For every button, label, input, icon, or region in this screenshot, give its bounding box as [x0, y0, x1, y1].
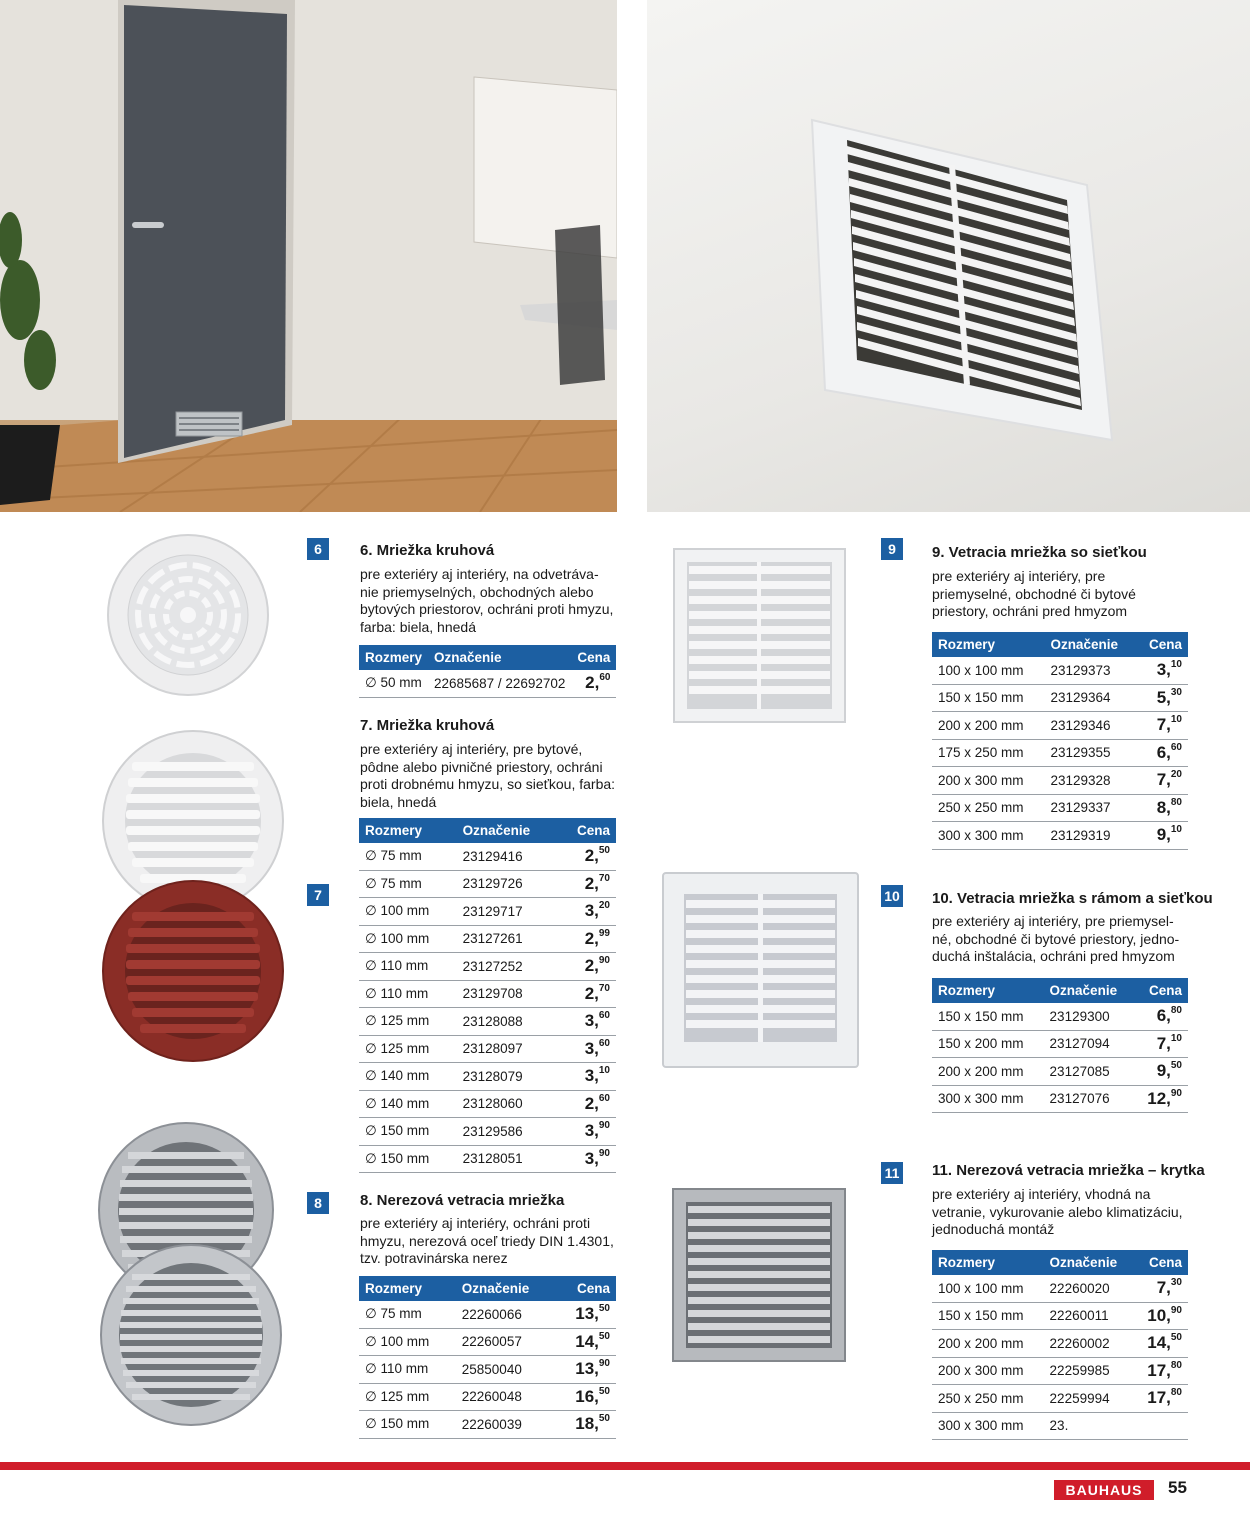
table-row [932, 794, 1188, 822]
price-main: 3, [584, 1011, 599, 1031]
price-cell [558, 1035, 616, 1063]
code-cell: 22260002 [1044, 1330, 1135, 1358]
price-main: 10, [1147, 1305, 1171, 1325]
product-number-badge: 6 [307, 538, 329, 560]
price-main: 14, [575, 1331, 599, 1351]
footer-divider [0, 1462, 1250, 1470]
price-cents: 50 [598, 1413, 610, 1425]
price-main: 7, [1156, 770, 1171, 790]
code-cell: 23129337 [1044, 794, 1136, 822]
code-cell: 23129416 [457, 843, 559, 870]
table-row [359, 1356, 616, 1384]
price-cell [558, 843, 616, 870]
price-cents: 90 [598, 955, 610, 967]
size-cell: 200 x 300 mm [932, 767, 1044, 795]
table-row [359, 1118, 616, 1146]
price-cell [557, 1301, 616, 1328]
price-cents: 80 [1170, 1387, 1182, 1399]
price-main: 13, [575, 1304, 599, 1324]
code-cell: 22685687 / 22692702 [428, 670, 571, 697]
price-cents: 90 [598, 1120, 610, 1132]
code-cell: 23. [1044, 1412, 1135, 1440]
table-row [359, 1383, 616, 1411]
price-cents: 60 [1170, 741, 1182, 753]
code-cell: 23128088 [457, 1008, 559, 1036]
table-row [932, 822, 1188, 850]
price-cell [558, 1063, 616, 1091]
price-cents: 90 [1170, 1087, 1182, 1099]
table-row [932, 1385, 1188, 1413]
brand-logo: BAUHAUS [1054, 1480, 1154, 1500]
price-cell [558, 953, 616, 981]
code-cell: 23129708 [457, 980, 559, 1008]
price-cell [1136, 739, 1188, 767]
price-main: 17, [1147, 1388, 1171, 1408]
table-row [359, 1063, 616, 1091]
table-row [932, 1003, 1188, 1030]
price-main: 7, [1156, 1278, 1171, 1298]
price-cents: 20 [598, 900, 610, 912]
size-cell: 300 x 300 mm [932, 1412, 1044, 1440]
size-cell: ∅ 100 mm [359, 898, 457, 926]
code-cell: 22260020 [1044, 1275, 1135, 1302]
price-cell [1135, 1302, 1189, 1330]
price-cell [557, 1328, 616, 1356]
code-cell: 23127076 [1044, 1085, 1135, 1113]
table-row [359, 843, 616, 870]
size-cell: ∅ 100 mm [359, 925, 457, 953]
size-cell: 300 x 300 mm [932, 822, 1044, 850]
price-main: 16, [575, 1386, 599, 1406]
code-cell: 23129726 [457, 870, 559, 898]
code-cell: 23129328 [1044, 767, 1136, 795]
price-cell [1136, 684, 1188, 712]
price-cents: 10 [1170, 659, 1182, 671]
size-cell: ∅ 75 mm [359, 870, 457, 898]
price-main: 3, [1156, 660, 1171, 680]
price-main: 9, [1156, 825, 1171, 845]
price-table: Rozmery Označenie Cena 100 x 100 mm 23129373 3,10 150 x 150 mm 23129364 5,30 200 x 200 mm 23129346 7,10 175 x 250 mm 23129355 6,60 200 x 300 mm 23129328 7,20 250 x 250 mm 23129337 8,80 300 x 300 mm 23129319 9,10 [932, 632, 1188, 850]
price-main: 3, [584, 1038, 599, 1058]
price-main: 12, [1147, 1088, 1171, 1108]
price-main: 13, [575, 1359, 599, 1379]
price-cents: 10 [1170, 1032, 1182, 1044]
size-cell: ∅ 75 mm [359, 843, 457, 870]
table-row [932, 684, 1188, 712]
price-cell [558, 925, 616, 953]
product-number-badge: 7 [307, 884, 329, 906]
price-main: 8, [1156, 797, 1171, 817]
price-cents: 80 [1170, 796, 1182, 808]
size-cell: ∅ 140 mm [359, 1063, 457, 1091]
price-cell [558, 980, 616, 1008]
size-cell: ∅ 150 mm [359, 1118, 457, 1146]
table-row [932, 767, 1188, 795]
table-row [359, 953, 616, 981]
price-cents: 60 [599, 672, 611, 684]
code-cell: 22260048 [456, 1383, 557, 1411]
code-cell: 23127085 [1044, 1058, 1135, 1086]
code-cell: 23129586 [457, 1118, 559, 1146]
size-cell: ∅ 75 mm [359, 1301, 456, 1328]
price-cell [1135, 1003, 1189, 1030]
code-cell: 23129300 [1044, 1003, 1135, 1030]
table-row [359, 1328, 616, 1356]
price-cents: 50 [598, 1385, 610, 1397]
product-description: pre exteriéry aj interiéry, pre bytové, pôdne alebo pivničné priestory, ochráni proti drobnému hmyzu, so sieťkou, farba: biela, hnedá [360, 741, 616, 810]
table-row [932, 1357, 1188, 1385]
code-cell: 23129717 [457, 898, 559, 926]
price-cents: 50 [598, 1330, 610, 1342]
price-cell [1135, 1330, 1189, 1358]
price-cell [1136, 794, 1188, 822]
price-main: 2, [584, 873, 599, 893]
code-cell: 22260039 [456, 1411, 557, 1439]
price-cell [558, 870, 616, 898]
table-row [359, 1035, 616, 1063]
price-cell [557, 1356, 616, 1384]
size-cell: ∅ 110 mm [359, 953, 457, 981]
code-cell: 23128079 [457, 1063, 559, 1091]
price-cell [558, 1090, 616, 1118]
size-cell: 100 x 100 mm [932, 1275, 1044, 1302]
product-title: 6. Mriežka kruhová [360, 542, 495, 559]
product-image-square-grille-net [673, 548, 846, 723]
wall-vent-illustration [647, 0, 1250, 512]
size-cell: 200 x 200 mm [932, 1058, 1044, 1086]
price-main: 2, [584, 983, 599, 1003]
price-cents: 30 [1170, 1277, 1182, 1289]
product-image-square-grille-frame-net [662, 872, 859, 1068]
price-table: Rozmery Označenie Cena 100 x 100 mm 22260020 7,30 150 x 150 mm 22260011 10,90 200 x 200 mm 22260002 14,50 200 x 300 mm 22259985 17,80 250 x 250 mm 22259994 17,80 300 x 300 mm 23. [932, 1250, 1188, 1440]
price-cents: 10 [1170, 714, 1182, 726]
size-cell: ∅ 140 mm [359, 1090, 457, 1118]
price-cents: 99 [598, 927, 610, 939]
price-cell [1135, 1357, 1189, 1385]
price-table: Rozmery Označenie Cena ∅ 50 mm 22685687 / 22692702 2,60 [359, 645, 616, 698]
code-cell: 22260011 [1044, 1302, 1135, 1330]
price-main: 17, [1147, 1360, 1171, 1380]
price-cell [1135, 1385, 1189, 1413]
size-cell: ∅ 110 mm [359, 1356, 456, 1384]
price-cents: 60 [598, 1037, 610, 1049]
size-cell: ∅ 125 mm [359, 1035, 457, 1063]
table-row [359, 1008, 616, 1036]
product-number-badge: 10 [881, 885, 903, 907]
table-row [359, 1090, 616, 1118]
price-cell [1135, 1085, 1189, 1113]
size-cell: ∅ 50 mm [359, 670, 428, 697]
page-number: 55 [1168, 1478, 1187, 1497]
price-cents: 90 [598, 1358, 610, 1370]
table-row [359, 1145, 616, 1173]
price-cents: 10 [598, 1065, 610, 1077]
code-cell: 23128060 [457, 1090, 559, 1118]
product-description: pre exteriéry aj interiéry, vhodná na vetranie, vykurovanie alebo klimatizáciu, jednoduchá montáž [932, 1186, 1183, 1237]
product-description: pre exteriéry aj interiéry, na odvetráva- nie priemyselných, obchodných alebo bytových priestorov, ochráni proti hmyzu, farba: biela, hnedá [360, 566, 614, 635]
product-title: 10. Vetracia mriežka s rámom a sieťkou [932, 890, 1213, 907]
price-cents: 50 [598, 1303, 610, 1315]
price-cents: 50 [598, 845, 610, 857]
table-row [359, 870, 616, 898]
table-row [932, 657, 1188, 684]
table-row [359, 898, 616, 926]
product-image-round-grille-brown [102, 880, 284, 1062]
price-cell [571, 670, 616, 697]
table-row [932, 1085, 1188, 1113]
price-cell [558, 898, 616, 926]
price-main: 2, [584, 956, 599, 976]
table-row [932, 1330, 1188, 1358]
price-cell [1136, 822, 1188, 850]
size-cell: 200 x 200 mm [932, 712, 1044, 740]
price-table: Rozmery Označenie Cena 150 x 150 mm 23129300 6,80 150 x 200 mm 23127094 7,10 200 x 200 mm 23127085 9,50 300 x 300 mm 23127076 12,90 [932, 978, 1188, 1113]
price-cents: 90 [598, 1147, 610, 1159]
price-cents: 80 [1170, 1005, 1182, 1017]
size-cell: 100 x 100 mm [932, 657, 1044, 684]
size-cell: 300 x 300 mm [932, 1085, 1044, 1113]
size-cell: 150 x 150 mm [932, 1003, 1044, 1030]
price-cell [1135, 1030, 1189, 1058]
code-cell: 22259985 [1044, 1357, 1135, 1385]
price-cell [1136, 657, 1188, 684]
product-number-badge: 8 [307, 1192, 329, 1214]
table-row [932, 739, 1188, 767]
code-cell: 23127252 [457, 953, 559, 981]
table-row [359, 1301, 616, 1328]
price-cents: 50 [1170, 1060, 1182, 1072]
room-illustration [0, 0, 617, 512]
price-cell [558, 1118, 616, 1146]
price-main: 2, [584, 928, 599, 948]
code-cell: 23129355 [1044, 739, 1136, 767]
product-title: 7. Mriežka kruhová [360, 717, 495, 734]
table-row [359, 1411, 616, 1439]
price-cell [1136, 767, 1188, 795]
table-row [932, 1058, 1188, 1086]
size-cell: ∅ 125 mm [359, 1008, 457, 1036]
price-main: 2, [585, 673, 600, 693]
price-cents: 60 [598, 1092, 610, 1104]
product-title: 8. Nerezová vetracia mriežka [360, 1192, 565, 1209]
product-number-badge: 9 [881, 538, 903, 560]
price-main: 5, [1156, 687, 1171, 707]
price-cents: 60 [598, 1010, 610, 1022]
price-cents: 70 [598, 982, 610, 994]
price-cell [1136, 712, 1188, 740]
size-cell: 250 x 250 mm [932, 794, 1044, 822]
size-cell: 200 x 300 mm [932, 1357, 1044, 1385]
table-row [359, 670, 616, 697]
price-cell [558, 1008, 616, 1036]
code-cell: 23127261 [457, 925, 559, 953]
price-cell [557, 1411, 616, 1439]
size-cell: 150 x 200 mm [932, 1030, 1044, 1058]
product-image-square-grille-steel [672, 1188, 846, 1362]
size-cell: ∅ 150 mm [359, 1411, 456, 1439]
price-main: 2, [584, 1093, 599, 1113]
hero-photo-wall-vent [647, 0, 1250, 512]
table-row [932, 1302, 1188, 1330]
product-image-round-grille-white [107, 534, 269, 696]
size-cell: 175 x 250 mm [932, 739, 1044, 767]
table-row [359, 925, 616, 953]
table-row [932, 1275, 1188, 1302]
price-cell [1135, 1275, 1189, 1302]
product-description: pre exteriéry aj interiéry, ochráni proti hmyzu, nerezová oceľ triedy DIN 1.4301, tzv. potravinárska nerez [360, 1215, 614, 1266]
price-cents: 30 [1170, 686, 1182, 698]
size-cell: 200 x 200 mm [932, 1330, 1044, 1358]
size-cell: 150 x 150 mm [932, 1302, 1044, 1330]
price-main: 9, [1156, 1061, 1171, 1081]
code-cell: 22259994 [1044, 1385, 1135, 1413]
price-cents: 10 [1170, 824, 1182, 836]
price-main: 6, [1156, 1006, 1171, 1026]
price-main: 3, [584, 1121, 599, 1141]
price-main: 6, [1156, 742, 1171, 762]
size-cell: ∅ 100 mm [359, 1328, 456, 1356]
price-main: 18, [575, 1414, 599, 1434]
product-image-round-grille-steel-large [100, 1244, 282, 1426]
code-cell: 23127094 [1044, 1030, 1135, 1058]
price-cents: 50 [1170, 1332, 1182, 1344]
price-main: 7, [1156, 1033, 1171, 1053]
price-cell [557, 1383, 616, 1411]
price-cents: 70 [598, 872, 610, 884]
price-main: 3, [584, 901, 599, 921]
size-cell: 250 x 250 mm [932, 1385, 1044, 1413]
price-main: 14, [1147, 1333, 1171, 1353]
price-cents: 90 [1170, 1304, 1182, 1316]
price-main: 3, [584, 1066, 599, 1086]
code-cell: 23128051 [457, 1145, 559, 1173]
price-cell [558, 1145, 616, 1173]
price-cents: 20 [1170, 769, 1182, 781]
product-title: 11. Nerezová vetracia mriežka – krytka [932, 1162, 1205, 1179]
product-number-badge: 11 [881, 1162, 903, 1184]
price-table: Rozmery Označenie Cena ∅ 75 mm 22260066 13,50 ∅ 100 mm 22260057 14,50 ∅ 110 mm 25850040 13,90 ∅ 125 mm 22260048 16,50 ∅ 150 mm 22260039 18,50 [359, 1276, 616, 1439]
price-cell [1135, 1058, 1189, 1086]
code-cell: 25850040 [456, 1356, 557, 1384]
code-cell: 23129346 [1044, 712, 1136, 740]
price-table: Rozmery Označenie Cena ∅ 75 mm 23129416 2,50 ∅ 75 mm 23129726 2,70 ∅ 100 mm 23129717 3,20 ∅ 100 mm 23127261 2,99 ∅ 110 mm 23127252 2,90 ∅ 110 mm 23129708 2,70 ∅ 125 mm 23128088 3,60 ∅ 125 mm 23128097 3,60 ∅ 140 mm 23128079 3,10 ∅ 140 mm 23128060 2,60 ∅ 150 mm 23129586 3,90 ∅ 150 mm 23128051 3,90 [359, 818, 616, 1173]
code-cell: 23129319 [1044, 822, 1136, 850]
code-cell: 22260057 [456, 1328, 557, 1356]
table-row [932, 1030, 1188, 1058]
table-row [932, 1412, 1188, 1440]
price-cell [1135, 1412, 1189, 1440]
price-main: 7, [1156, 715, 1171, 735]
price-main: 2, [584, 846, 599, 866]
size-cell: 150 x 150 mm [932, 684, 1044, 712]
product-description: pre exteriéry aj interiéry, pre priemyselné, obchodné či bytové priestory, ochráni pred hmyzom [932, 568, 1136, 619]
product-description: pre exteriéry aj interiéry, pre priemysel- né, obchodné či bytové priestory, jedno- duchá inštalácia, ochráni pred hmyzom [932, 913, 1180, 964]
size-cell: ∅ 150 mm [359, 1145, 457, 1173]
size-cell: ∅ 125 mm [359, 1383, 456, 1411]
price-main: 3, [584, 1148, 599, 1168]
product-title: 9. Vetracia mriežka so sieťkou [932, 544, 1147, 561]
price-cents: 80 [1170, 1359, 1182, 1371]
code-cell: 23128097 [457, 1035, 559, 1063]
table-row [359, 980, 616, 1008]
code-cell: 23129373 [1044, 657, 1136, 684]
code-cell: 23129364 [1044, 684, 1136, 712]
table-row [932, 712, 1188, 740]
size-cell: ∅ 110 mm [359, 980, 457, 1008]
hero-photo-room-door [0, 0, 617, 512]
code-cell: 22260066 [456, 1301, 557, 1328]
